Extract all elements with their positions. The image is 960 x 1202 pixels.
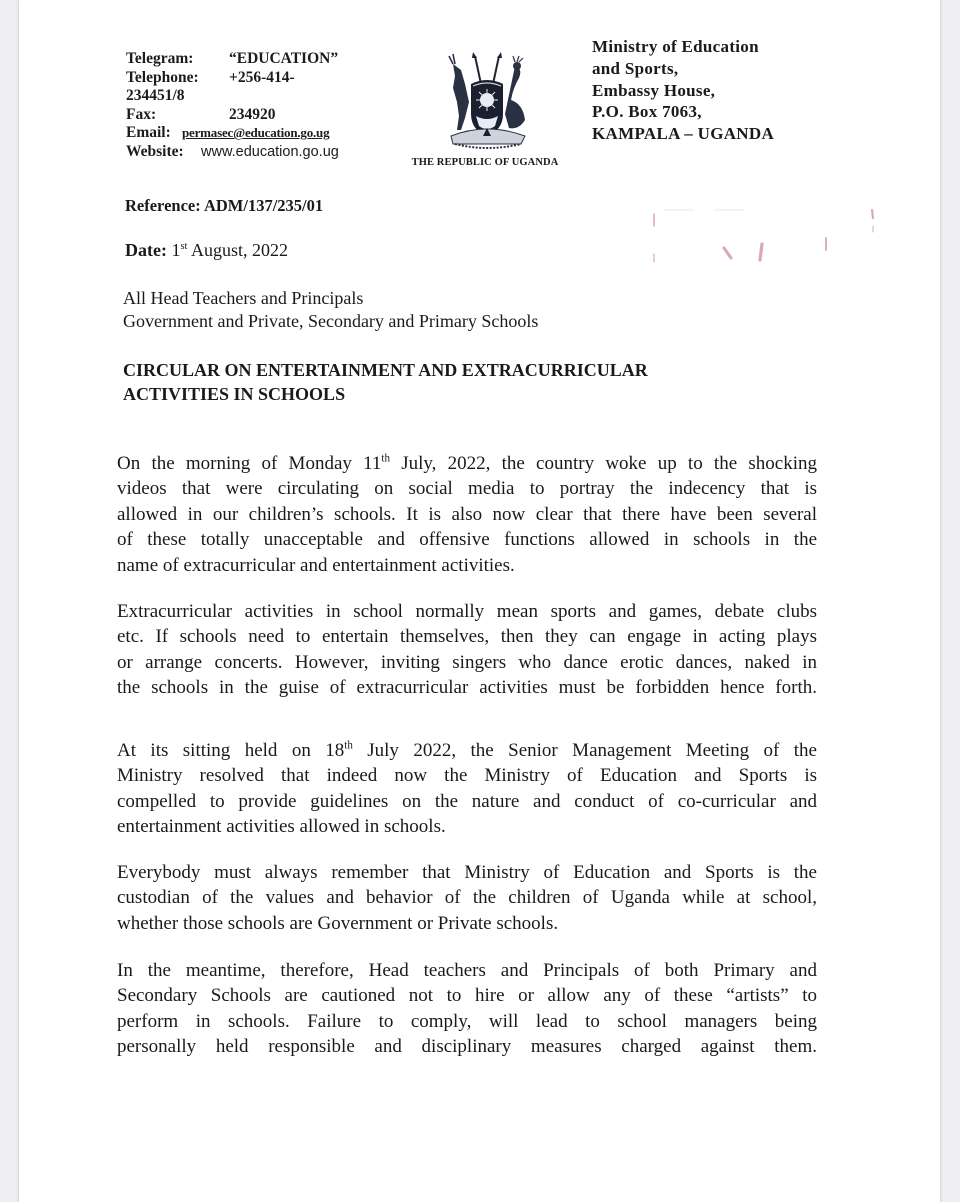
address-line: and Sports, — [592, 58, 679, 78]
paragraph-line: Extracurricular activities in school normally mean sports and games, debate clubs — [117, 601, 817, 622]
paragraph-line: Secondary Schools are cautioned not to hire or allow any of these “artists” to — [117, 985, 817, 1007]
body-paragraph-5 — [117, 958, 817, 1060]
paragraph-line — [117, 451, 817, 476]
paragraph-line: Ministry resolved that indeed now the Ministry of Education and Sports is — [117, 765, 817, 787]
telephone-value: +256-414- — [229, 68, 295, 86]
fax-value: 234920 — [229, 105, 276, 123]
uganda-coat-of-arms-icon — [431, 44, 543, 156]
body-paragraph-1 — [117, 451, 817, 578]
document-page — [19, 0, 940, 1202]
paragraph-line: name of extracurricular and entertainment activities. — [117, 554, 515, 576]
telephone-label: Telephone: — [126, 68, 199, 86]
text-run: July, 2022, the country woke up to the shocking — [389, 453, 817, 474]
paragraph-line: Everybody must always remember that Ministry of Education and Sports is the — [117, 862, 817, 883]
email-link[interactable]: permasec@education.go.ug — [182, 125, 330, 141]
ordinal-suffix: th — [381, 452, 390, 465]
telegram-label: Telegram: — [126, 50, 194, 67]
date-label: Date: — [125, 240, 167, 260]
paragraph-line: personally held responsible and disciplinary measures charged against them. — [117, 1036, 817, 1058]
paragraph-line: videos that were circulating on social media to portray the indecency that is — [117, 478, 817, 500]
date-rest: August, 2022 — [190, 240, 288, 260]
paragraph-line: perform in schools. Failure to comply, will lead to school managers being — [117, 1010, 817, 1032]
paragraph-line: entertainment activities allowed in schools. — [117, 816, 446, 838]
paragraph-line: allowed in our children’s schools. It is also now clear that there have been several — [117, 503, 817, 525]
date-day: 1 — [171, 240, 181, 260]
telephone-value-cont: 234451/8 — [126, 87, 185, 105]
body-paragraph-2 — [117, 599, 817, 701]
fax-label: Fax: — [126, 105, 157, 123]
address-line: Embassy House, — [592, 80, 716, 100]
date-ordinal: st — [180, 241, 188, 252]
body-paragraph-4 — [117, 860, 817, 936]
paragraph-line: In the meantime, therefore, Head teachers and Principals of both Primary and — [117, 960, 817, 981]
address-line: KAMPALA – UGANDA — [592, 124, 775, 144]
ministry-address — [592, 36, 774, 145]
website-value: www.education.go.ug — [201, 143, 339, 160]
email-label: Email: — [126, 124, 171, 142]
date — [125, 240, 288, 261]
reference — [125, 196, 323, 216]
paragraph-line — [117, 738, 817, 763]
faded-stamp-mark — [644, 196, 889, 271]
reference-label: Reference: — [125, 196, 201, 215]
reference-value: ADM/137/235/01 — [203, 196, 324, 215]
paragraph-line: whether those schools are Government or Private schools. — [117, 912, 559, 934]
address-line: P.O. Box 7063, — [592, 102, 702, 122]
paragraph-line: or arrange concerts. However, inviting singers who dance erotic dances, naked in — [117, 651, 817, 673]
text-run: July 2022, the Senior Management Meeting of the — [352, 740, 817, 761]
republic-caption: THE REPUBLIC OF UGANDA — [411, 157, 559, 168]
text-run: On the morning of Monday 11 — [117, 453, 382, 474]
body-paragraph-3 — [117, 738, 817, 840]
circular-title — [123, 358, 648, 406]
address-line: Ministry of Education — [592, 37, 759, 56]
paragraph-line: custodian of the values and behavior of the children of Uganda while at school, — [117, 887, 817, 909]
title-line: ACTIVITIES IN SCHOOLS — [123, 384, 346, 404]
text-run: At its sitting held on 18 — [117, 740, 345, 761]
paragraph-line: of these totally unacceptable and offensive functions allowed in schools in the — [117, 529, 817, 551]
paragraph-line: compelled to provide guidelines on the nature and conduct of co-curricular and — [117, 790, 817, 812]
website-label: Website: — [126, 142, 184, 160]
paragraph-line: etc. If schools need to entertain themselves, then they can engage in acting plays — [117, 626, 817, 648]
title-line: CIRCULAR ON ENTERTAINMENT AND EXTRACURRICULAR — [123, 360, 648, 380]
addressee — [123, 287, 538, 333]
telegram-value: “EDUCATION” — [229, 50, 339, 67]
addressee-line: Government and Private, Secondary and Primary Schools — [123, 311, 539, 331]
ordinal-suffix: th — [344, 739, 353, 752]
paragraph-line: the schools in the guise of extracurricular activities must be forbidden hence forth. — [117, 677, 817, 699]
addressee-line: All Head Teachers and Principals — [123, 288, 364, 308]
